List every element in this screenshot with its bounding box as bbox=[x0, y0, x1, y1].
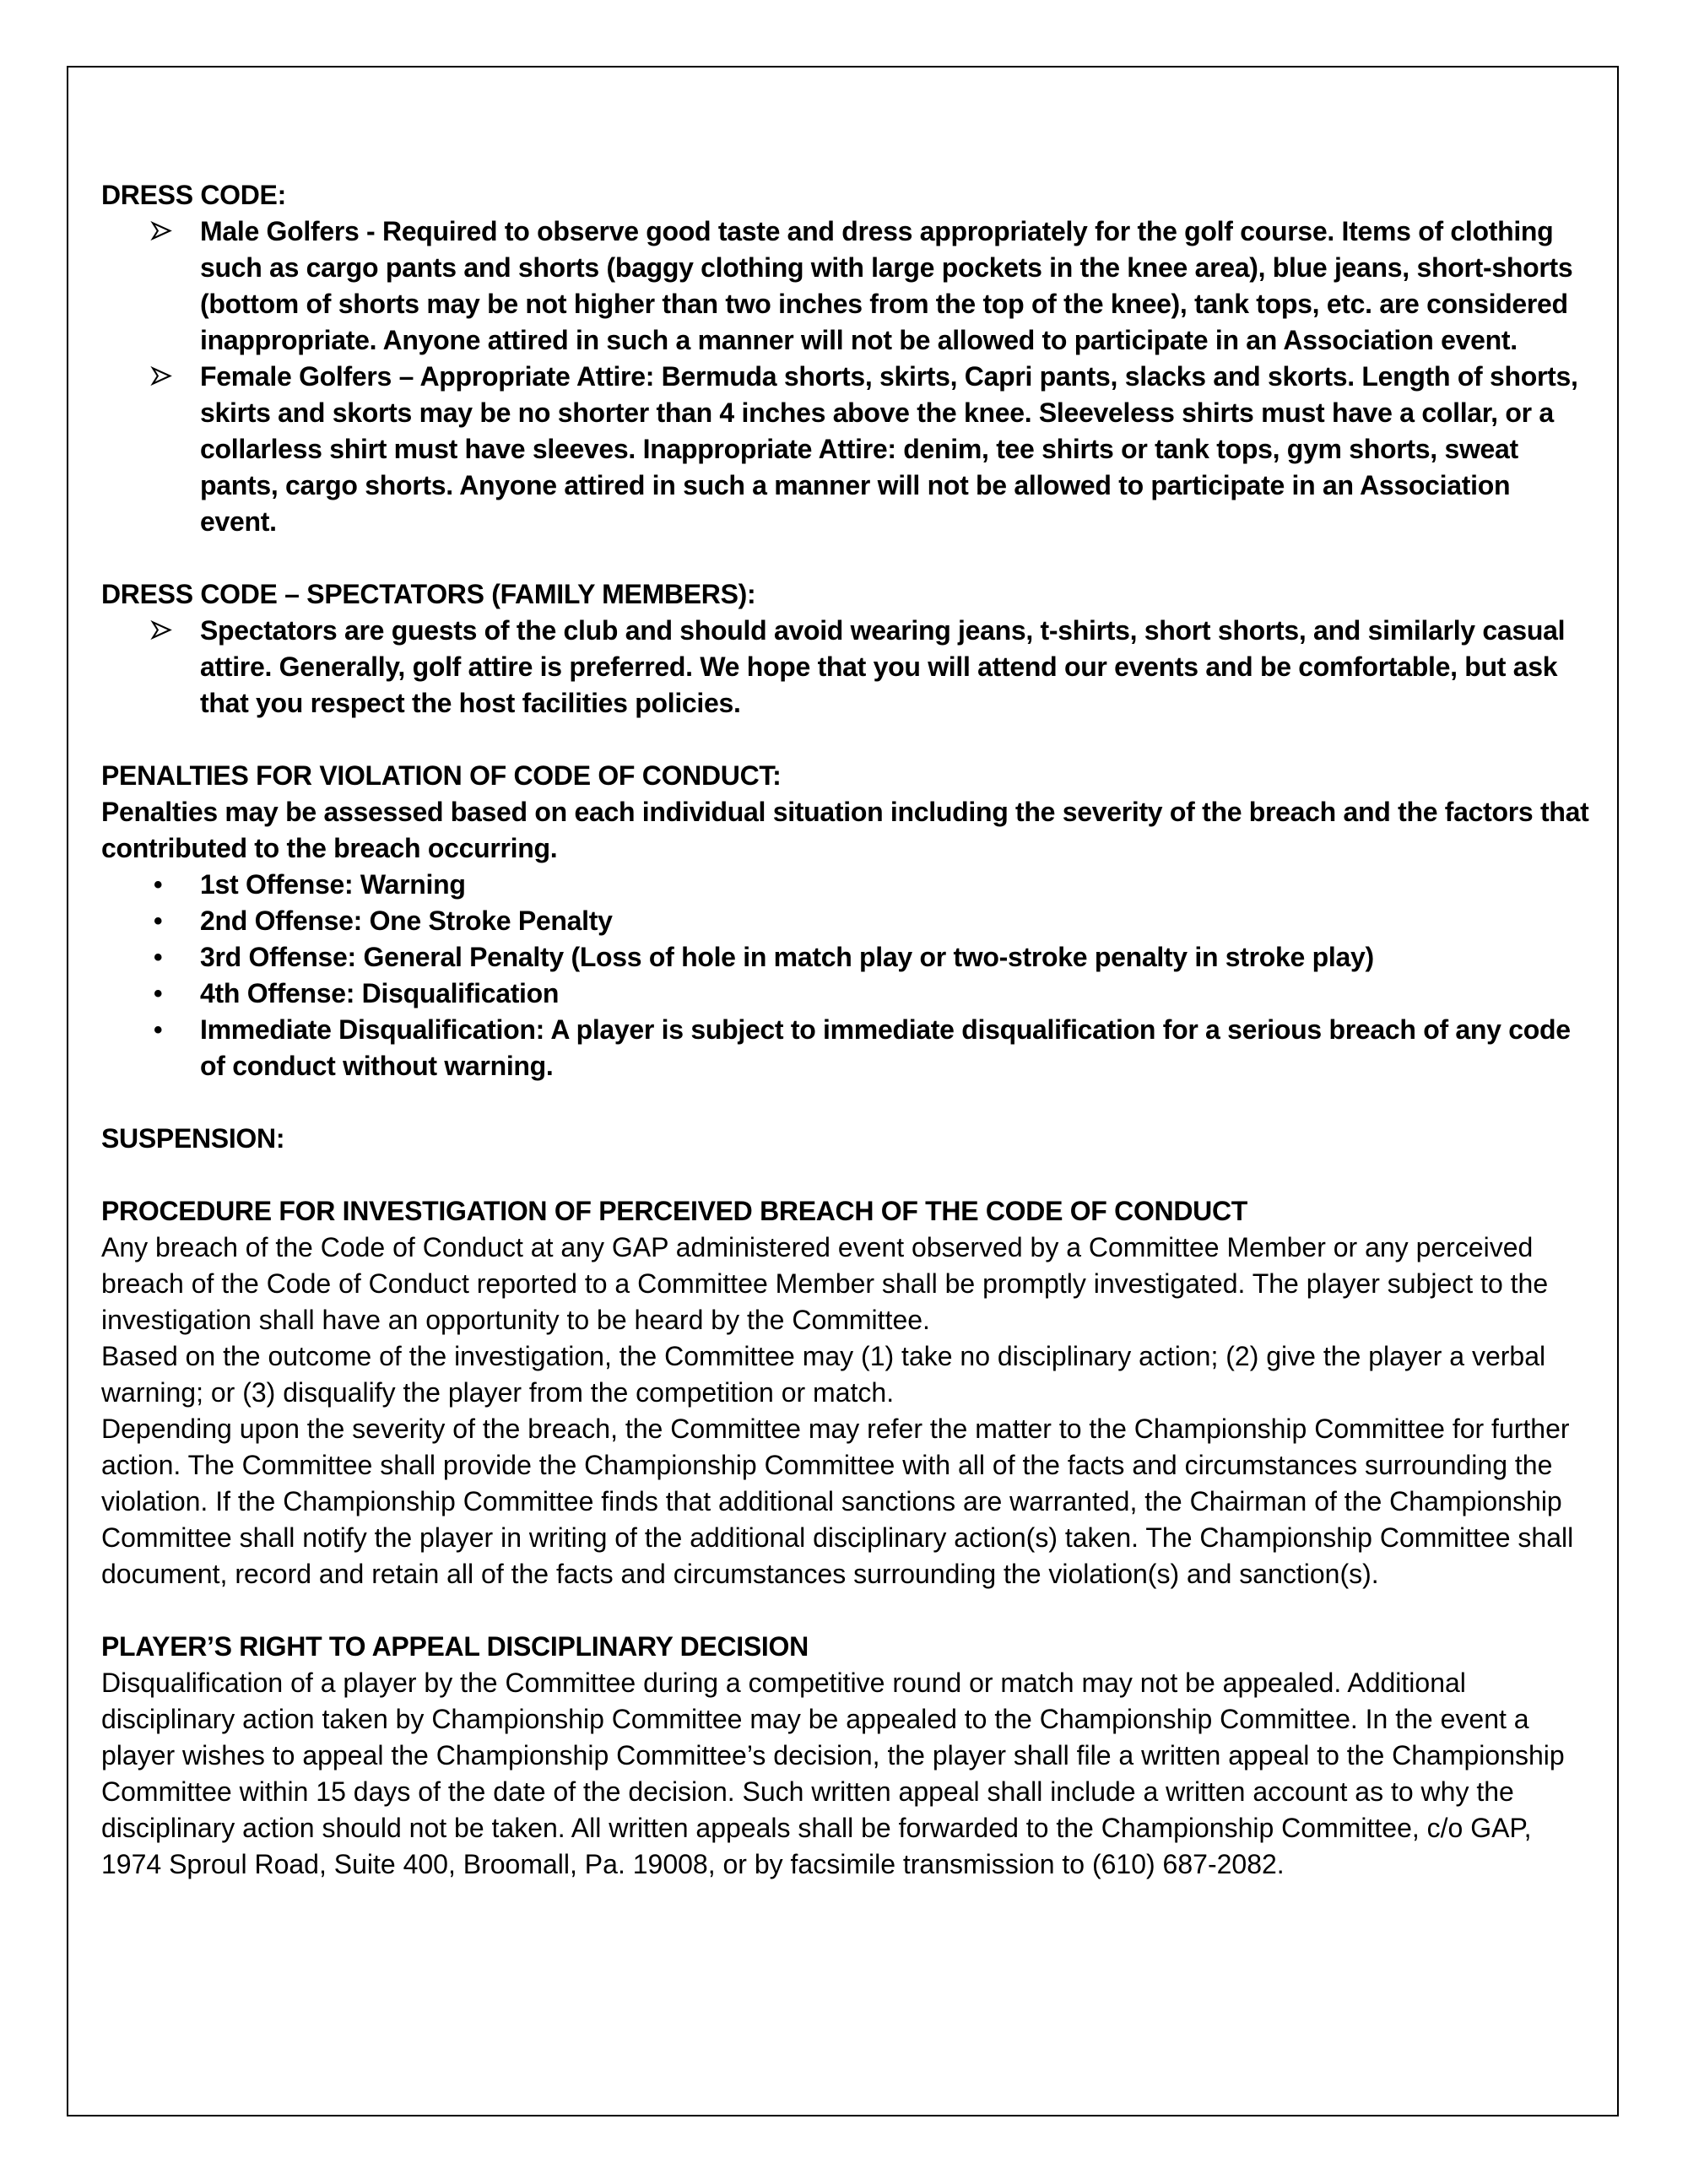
penalties-heading: PENALTIES FOR VIOLATION OF CODE OF CONDUCT: bbox=[101, 760, 782, 791]
dot-bullet-marker: • bbox=[154, 980, 163, 1008]
suspension-heading: SUSPENSION: bbox=[101, 1123, 285, 1154]
bullet-text: 3rd Offense: General Penalty (Loss of hole in match play or two-stroke penalty in stroke play) bbox=[200, 942, 1374, 972]
bullet-text: 2nd Offense: One Stroke Penalty bbox=[200, 905, 613, 936]
bullet-text: Spectators are guests of the club and should avoid wearing jeans, t-shirts, short shorts, and similarly casual attire. Generally, golf attire is preferred. We hope that you will attend our events and be comfortable, but ask that you respect the host facilities policies. bbox=[200, 615, 1566, 718]
section-suspension bbox=[101, 1121, 1593, 1157]
spectators-heading: DRESS CODE – SPECTATORS (FAMILY MEMBERS): bbox=[101, 579, 756, 609]
section-dress-code bbox=[101, 177, 1593, 540]
bullet-item-third-offense bbox=[101, 939, 1593, 976]
appeal-paragraph: Disqualification of a player by the Committee during a competitive round or match may not be appealed. Additional disciplinary action taken by Championship Committee may be appealed to the Championship Committee. In the event a player wishes to appeal the Championship Committee’s decision, the player shall file a written appeal to the Championship Committee within 15 days of the date of the decision. Such written appeal shall include a written account as to why the disciplinary action should not be taken. All written appeals shall be forwarded to the Championship Committee, c/o GAP, 1974 Sproul Road, Suite 400, Broomall, Pa. 19008, or by facsimile transmission to (610) 687-2082. bbox=[101, 1668, 1565, 1879]
section-procedure bbox=[101, 1193, 1593, 1592]
bullet-text: Immediate Disqualification: A player is subject to immediate disqualification for a serious breach of any code of conduct without warning. bbox=[200, 1014, 1571, 1081]
procedure-paragraph: Based on the outcome of the investigation, the Committee may (1) take no disciplinary action; (2) give the player a verbal warning; or (3) disqualify the player from the competition or match. bbox=[101, 1341, 1546, 1408]
dot-bullet-marker: • bbox=[154, 1016, 163, 1044]
bullet-item-fourth-offense bbox=[101, 976, 1593, 1012]
bullet-item-immediate-disqualification bbox=[101, 1012, 1593, 1084]
bullet-item-second-offense bbox=[101, 903, 1593, 939]
appeal-heading: PLAYER’S RIGHT TO APPEAL DISCIPLINARY DECISION bbox=[101, 1631, 809, 1662]
arrow-bullet-marker bbox=[150, 359, 200, 387]
bullet-item-first-offense bbox=[101, 867, 1593, 903]
arrow-bullet-marker bbox=[150, 613, 200, 641]
page-content bbox=[68, 68, 1617, 1883]
dot-bullet-marker: • bbox=[154, 943, 163, 971]
section-appeal bbox=[101, 1629, 1593, 1883]
bullet-item-spectators bbox=[101, 613, 1593, 722]
dress-code-heading: DRESS CODE: bbox=[101, 180, 286, 210]
bullet-text: 4th Offense: Disqualification bbox=[200, 978, 560, 1008]
bullet-item-male-golfers bbox=[101, 214, 1593, 359]
procedure-heading: PROCEDURE FOR INVESTIGATION OF PERCEIVED BREACH OF THE CODE OF CONDUCT bbox=[101, 1196, 1248, 1226]
procedure-paragraph: Any breach of the Code of Conduct at any GAP administered event observed by a Committee Member or any perceived breach of the Code of Conduct reported to a Committee Member shall be promptly investigated. The player subject to the investigation shall have an opportunity to be heard by the Committee. bbox=[101, 1232, 1549, 1335]
bullet-item-female-golfers bbox=[101, 359, 1593, 540]
arrow-right-icon bbox=[150, 219, 173, 242]
section-penalties bbox=[101, 758, 1593, 1084]
bullet-text: Female Golfers – Appropriate Attire: Bermuda shorts, skirts, Capri pants, slacks and skorts. Length of shorts, skirts and skorts may be no shorter than 4 inches above the knee. Sleeveless shirts must have a collar, or a collarless shirt must have sleeves. Inappropriate Attire: denim, tee shirts or tank tops, gym shorts, sweat pants, cargo shorts. Anyone attired in such a manner will not be allowed to participate in an Association event. bbox=[200, 361, 1578, 537]
arrow-bullet-marker bbox=[150, 214, 200, 242]
page-border bbox=[67, 66, 1619, 2116]
section-dress-code-spectators bbox=[101, 576, 1593, 722]
arrow-right-icon bbox=[150, 619, 173, 641]
bullet-text: 1st Offense: Warning bbox=[200, 869, 466, 900]
arrow-right-icon bbox=[150, 365, 173, 387]
procedure-paragraph: Depending upon the severity of the breach, the Committee may refer the matter to the Championship Committee for further action. The Committee shall provide the Championship Committee with all of the facts and circumstances surrounding the violation. If the Championship Committee finds that additional sanctions are warranted, the Chairman of the Championship Committee shall notify the player in writing of the additional disciplinary action(s) taken. The Championship Committee shall document, record and retain all of the facts and circumstances surrounding the violation(s) and sanction(s). bbox=[101, 1414, 1574, 1589]
penalties-intro: Penalties may be assessed based on each individual situation including the severity of the breach and the factors that contributed to the breach occurring. bbox=[101, 797, 1589, 863]
dot-bullet-marker: • bbox=[154, 907, 163, 935]
dot-bullet-marker: • bbox=[154, 871, 163, 899]
bullet-text: Male Golfers - Required to observe good taste and dress appropriately for the golf course. Items of clothing such as cargo pants and shorts (baggy clothing with large pockets in the knee area), blue jeans, short-shorts (bottom of shorts may be not higher than two inches from the top of the knee), tank tops, etc. are considered inappropriate. Anyone attired in such a manner will not be allowed to participate in an Association event. bbox=[200, 216, 1573, 355]
